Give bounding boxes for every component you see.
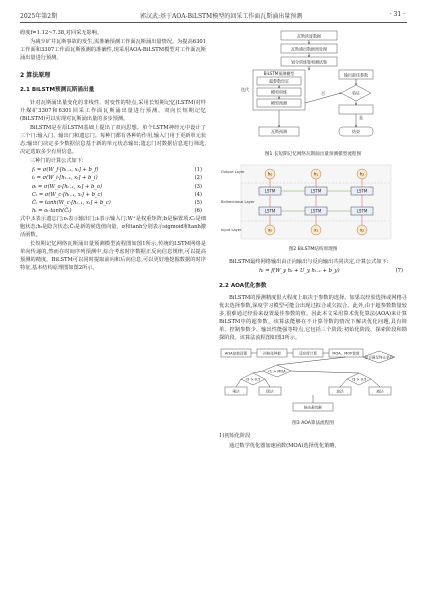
paragraph: BiLSTM是在原LSTM基础上提出了双向思想。单个LSTM神经元中设计了三个门:输入门、输出门和遗忘门。每种门都有各种的作用,输入门用于更新单元状态;输出门决定多少数据信息基于新的单元状态输出;遗忘门对数据信息进行筛选,决定选取多少有用信息。 [20,124,206,156]
fig1-node: BiLSTM预测模型 [263,71,295,76]
header-rule [20,22,407,23]
fig3-node: 乘法 [232,389,240,394]
fig1-node: 超参数设定 [269,78,289,84]
svg-text:x₀: x₀ [268,227,272,233]
fig1-node: 结束 [352,129,360,134]
figure-1-flowchart [219,29,407,146]
fig1-node: 输出最佳参数 [344,72,368,78]
equation: hₜ = oₜ·tanh(C̃ₜ) (6) [32,207,202,214]
equation: C̃ₜ = tanh(W_c·[hₜ₋₁, xₜ] + b_c) (5) [32,199,202,206]
fig1-node: 模型预测 [271,100,287,106]
subsection-heading: 2.1 BiLSTM预测瓦斯涌出量 [20,87,95,94]
figure-2-bilstm-diagram [219,163,407,241]
fig3-node: 减法 [376,389,384,394]
figure-2-caption: 图2 BiLSTM结构原理图 [288,247,338,253]
fig1-node: 瓦斯预测 [271,129,287,134]
paragraph: 三种门的计算公式如下: [30,158,84,165]
fig3-node: AOA参数设置 [225,351,247,356]
fig3-node: 适应度计算 [299,351,317,356]
equation: Cₜ = σ(W_c·[hₜ₋₁, xₜ] + b_c) (4) [32,191,202,198]
fig1-node: 模型训练 [271,89,287,95]
paragraph: 式中,fₜ表示遗忘门;oₜ表示输出门;iₜ表示输入门;W⁺是权重矩阵;b是偏置项;Cₜ是细胞状态;hₜ是隐含状态;C̃ₜ是新的候选值向量、σ和tanh分别表示sigmoid和tanh激活函数。 [20,215,206,239]
equation: iₜ = σ(W_i·[hₜ₋₁, xₜ] + b_i) (2) [32,175,202,182]
svg-text:x₂: x₂ [360,227,364,233]
svg-text:LSTM: LSTM [356,188,368,194]
fig1-iterate: 迭代 [241,87,249,92]
svg-text:LSTM: LSTM [310,208,322,214]
figure-3-caption: 图3 AOA算法流程图 [292,421,334,427]
paragraph: 针对瓦斯涌出量变化的非线性、时变性的特点,采用长短期记忆(LSTM)对样升煤矿3307和6301回采工作面瓦斯涌出量进行预测。双向长短期记忆(BiLSTM)可以实现对瓦斯涌出量的多步预测。 [20,99,206,122]
fig1-node: 瓦斯涌出数据预处理 [291,46,327,52]
fig3-node: r3 > 0.5 [351,377,367,382]
fig1-yes: 是 [359,115,363,120]
fig1-no: 否 [321,91,325,96]
fig1-node: 划分训练集和测试集 [291,59,327,65]
fig3-node: r2 > 0.5 [245,377,261,382]
figure-1-caption: 图1 长短期记忆网络瓦斯涌出量预测模型流程图 [264,152,362,158]
fig2-label: Bidirectional Layer [221,200,255,205]
paragraph: 碍度f=1.12~7.38,对回采无影响。 [20,30,103,36]
svg-text:LSTM: LSTM [264,188,276,194]
svg-text:h₁: h₁ [313,171,319,177]
equation: hₜ = f(W_y hₜ + U_y hₜ₋₁ + b_y) (7) [259,268,403,275]
fig3-node: 除法 [266,389,274,394]
svg-text:LSTM: LSTM [310,188,322,194]
fig3-node: 初始化种群 [263,351,281,356]
fig3-node: 输出最优解 [304,405,322,410]
svg-text:h₂: h₂ [359,171,365,177]
figure-3-aoa-flowchart [219,343,407,415]
paragraph: 长短期记忆网络瓦斯涌出量预测模型流程图如图1所示,传统的LSTM网络是单向传递的,然而在时间序列预测中,综合考虑时序数据正反向信息规律,可以提高预测的精度。BiLSTM可以同时提取前向和后向信息,可以更好地挖掘数据的时序特征,基本结构原理图如图2所示。 [20,241,206,272]
fig1-node: 瓦斯浓度数据 [297,33,321,39]
section-heading: 2 算法原理 [20,72,51,80]
equation: oₜ = σ(W_o·[hₜ₋₁, xₜ] + b_o) (3) [32,183,202,190]
left-column [20,29,206,274]
equation: fₜ = σ(W_f·[hₜ₋₁, xₜ] + b_f) (1) [32,167,202,174]
fig3-node: MOA、MOP更新 [332,351,360,356]
fig3-node: r1 > MOA [268,369,286,374]
paragraph: 1)初始化阶段 [219,433,251,440]
fig3-node: 加法 [336,389,344,394]
running-title: 郭汉武:基于AOA-BiLSTM模型的回采工作面瓦斯涌出量预测 [140,13,303,20]
journal-issue: 2025年第2期 [20,13,58,20]
fig3-node: 是否满足终止条件 [364,355,394,360]
svg-text:LSTM: LSTM [356,208,368,214]
fig2-label: Output Layer [221,170,245,175]
paragraph: BiLSTM的预测精度很大程度上取决于参数的选择。如果以经验选择或网格寻优去选择参数,深度学习模型可能会出现过拟合或欠拟合。此外,由于超参数数量较多,很难通过经验来设置最佳参数的值。因此本文采用算术优化算法(AOA)来计算BiLSTM中的超参数。该算法能够在不计算导数的情况下解决优化问题,具有简单、控制参数少、输出性能强等特点,它包括三个阶段:初始化阶段、探索阶段和勘探阶段。该算法流程图如图3所示。 [219,294,407,342]
fig2-label: Input Layer [221,228,242,233]
svg-text:x₁: x₁ [314,227,318,233]
paragraph: 为减少矿井瓦斯事故的发生,需准确预测工作面瓦斯涌出量情况。为提高6301工作面和3307工作面瓦斯预测的准确性,现采用AOA-BiLSTM模型对工作面瓦斯涌出量进行预测。 [20,39,206,62]
paragraph: BiLSTM最终网络输出由正向输出与反向输出共同决定,计算公式如下: [229,259,389,266]
paragraph: 通过数学优化器加速函数(MOA)选择优化策略, [229,442,337,449]
fig1-node: 验证 [352,90,360,96]
right-column [219,29,407,451]
svg-text:h₀: h₀ [267,171,273,177]
page-number: · 31 · [389,11,405,18]
subsection-heading: 2.2 AOA优化参数 [219,282,267,289]
svg-text:LSTM: LSTM [264,208,276,214]
